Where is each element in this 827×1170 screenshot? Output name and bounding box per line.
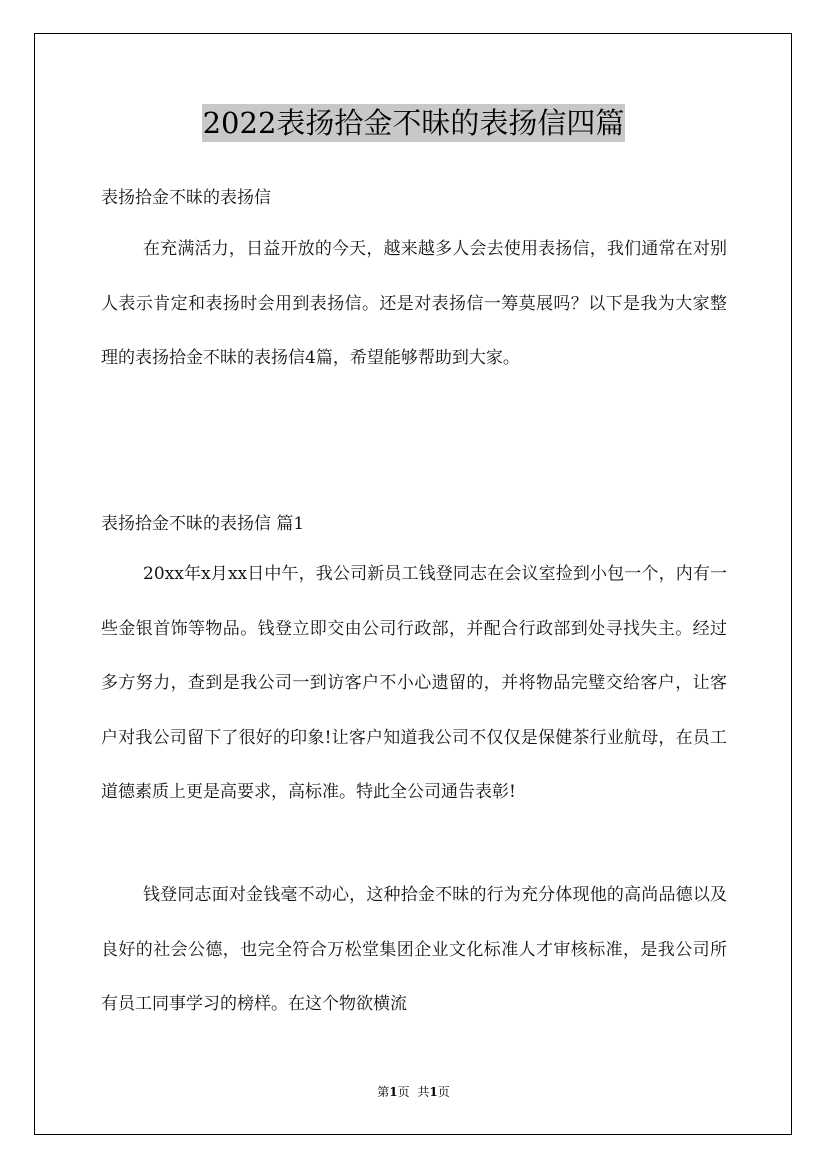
page-suffix: 页: [397, 1085, 410, 1099]
document-title: 2022表扬拾金不昧的表扬信四篇: [202, 106, 625, 140]
section1-heading: 表扬拾金不昧的表扬信 篇1: [101, 514, 305, 534]
section1-paragraph-1: 20xx年x月xx日中午，我公司新员工钱登同志在会议室捡到小包一个，内有一些金银首饰等物品。钱登立即交由公司行政部，并配合行政部到处寻找失主。经过多方努力，查到是我公司一到访客户不小心遗留的，并将物品完璧交给客户，让客户对我公司留下了很好的印象!让客户知道我公司不仅仅是保健茶行业航母，在员工道德素质上更是高要求，高标准。特此全公司通告表彰!: [101, 564, 727, 802]
page-prefix: 第: [377, 1085, 390, 1099]
total-suffix: 页: [437, 1085, 450, 1099]
page-number: 1: [389, 1085, 398, 1099]
total-pages: 1: [429, 1085, 438, 1099]
section1-paragraph-2: 钱登同志面对金钱毫不动心，这种拾金不昧的行为充分体现他的高尚品德以及良好的社会公德，也完全符合万松堂集团企业文化标准人才审核标准，是我公司所有员工同事学习的榜样。在这个物欲横流: [101, 885, 727, 1014]
intro-paragraph: 在充满活力，日益开放的今天，越来越多人会去使用表扬信，我们通常在对别人表示肯定和表扬时会用到表扬信。还是对表扬信一筹莫展吗？以下是我为大家整理的表扬拾金不昧的表扬信4篇，希望能够帮助到大家。: [101, 239, 727, 368]
intro-heading: 表扬拾金不昧的表扬信: [101, 188, 271, 208]
page-footer: [0, 1083, 827, 1100]
total-prefix: 共: [417, 1085, 430, 1099]
title-container: [0, 104, 827, 142]
